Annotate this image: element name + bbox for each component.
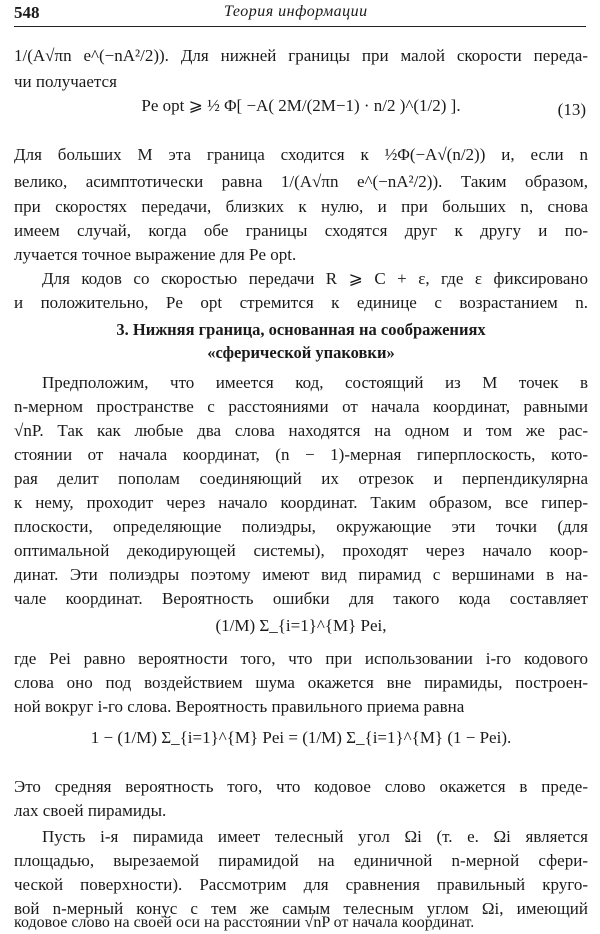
text-line: лучается точное выражение для Pe opt. bbox=[14, 245, 297, 264]
running-title: Теория информации bbox=[224, 3, 368, 20]
text-line: ной вокруг i-го слова. Вероятность правильного приема равна bbox=[14, 697, 465, 716]
equation-13: Pe opt ⩾ ½ Φ[ −A( 2M/(2M−1) · n/2 )^(1/2) ]. bbox=[141, 96, 461, 115]
page-number: 548 bbox=[14, 3, 40, 22]
text-line: чале координат. Вероятность ошибки для такого кода составляет bbox=[14, 589, 588, 608]
text-line: при скоростях передачи, близких к нулю, и при больших n, снова bbox=[14, 197, 588, 216]
text-line: велико, асимптотически равна 1/(A√πn e^(−nA²/2)). Таким образом, bbox=[14, 172, 588, 191]
text-line: площадью, вырезаемой пирамидой на единичной n-мерной сфери- bbox=[14, 851, 588, 870]
text-line: Пусть i-я пирамида имеет телесный угол Ωi (т. е. Ωi является bbox=[42, 827, 588, 846]
text-line: к нему, проходит через начало координат. Таким образом, все гипер- bbox=[14, 493, 588, 512]
text-line: лах своей пирамиды. bbox=[14, 801, 167, 820]
page-header bbox=[14, 0, 586, 27]
error-probability-formula: (1/M) Σ_{i=1}^{M} Pei, bbox=[215, 616, 387, 635]
correct-probability-formula: 1 − (1/M) Σ_{i=1}^{M} Pei = (1/M) Σ_{i=1}^{M} (1 − Pei). bbox=[90, 728, 512, 747]
text-line: оптимальной декодирующей системы), проходят через начало коор- bbox=[14, 541, 588, 560]
text-line: и положительно, Pe opt стремится к единице с возрастанием n. bbox=[14, 293, 588, 312]
text-line: Для больших M эта граница сходится к ½Φ(−A√(n/2)) и, если n bbox=[14, 145, 588, 164]
text-line: Предположим, что имеется код, состоящий из M точек в bbox=[42, 373, 588, 392]
text-line: √nP. Так как любые два слова находятся на одном и том же рас- bbox=[14, 421, 588, 440]
text-line: n-мерном пространстве с расстояниями от начала координат, равными bbox=[14, 397, 588, 416]
equation-number: (13) bbox=[557, 100, 586, 119]
text-line: плоскости, определяющие полиэдры, окружающие эти точки (для bbox=[14, 517, 588, 536]
text-line: ческой поверхности). Рассмотрим для сравнения правильный круго- bbox=[14, 875, 588, 894]
text-line: 1/(A√πn e^(−nA²/2)). Для нижней границы при малой скорости переда- bbox=[14, 46, 588, 65]
text-line: рая делит пополам соединяющий их отрезок и перпендикулярна bbox=[14, 469, 588, 488]
text-line: динат. Эти полиэдры поэтому имеют вид пирамид с вершинами в на- bbox=[14, 565, 588, 584]
text-line: где Pei равно вероятности того, что при использовании i-го кодового bbox=[14, 649, 588, 668]
text-line: вой n-мерный конус с тем же самым телесным углом Ωi, имеющий bbox=[14, 899, 588, 918]
section-heading-line-2: «сферической упаковки» bbox=[207, 343, 395, 362]
text-line: чи получается bbox=[14, 72, 117, 91]
section-heading-line-1: 3. Нижняя граница, основанная на соображениях bbox=[116, 320, 486, 339]
text-line: Для кодов со скоростью передачи R ⩾ C + ε, где ε фиксировано bbox=[42, 269, 588, 288]
text-line: имеем случай, когда обе границы сходятся друг к другу и по- bbox=[14, 221, 588, 240]
text-line: кодовое слово на своей оси на расстоянии √nP от начала координат. bbox=[14, 914, 475, 931]
text-line: слова оно под воздействием шума окажется вне пирамиды, построен- bbox=[14, 673, 588, 692]
text-line: стоянии от начала координат, (n − 1)-мерная гиперплоскость, кото- bbox=[14, 445, 588, 464]
text-line: Это средняя вероятность того, что кодовое слово окажется в преде- bbox=[14, 777, 588, 796]
